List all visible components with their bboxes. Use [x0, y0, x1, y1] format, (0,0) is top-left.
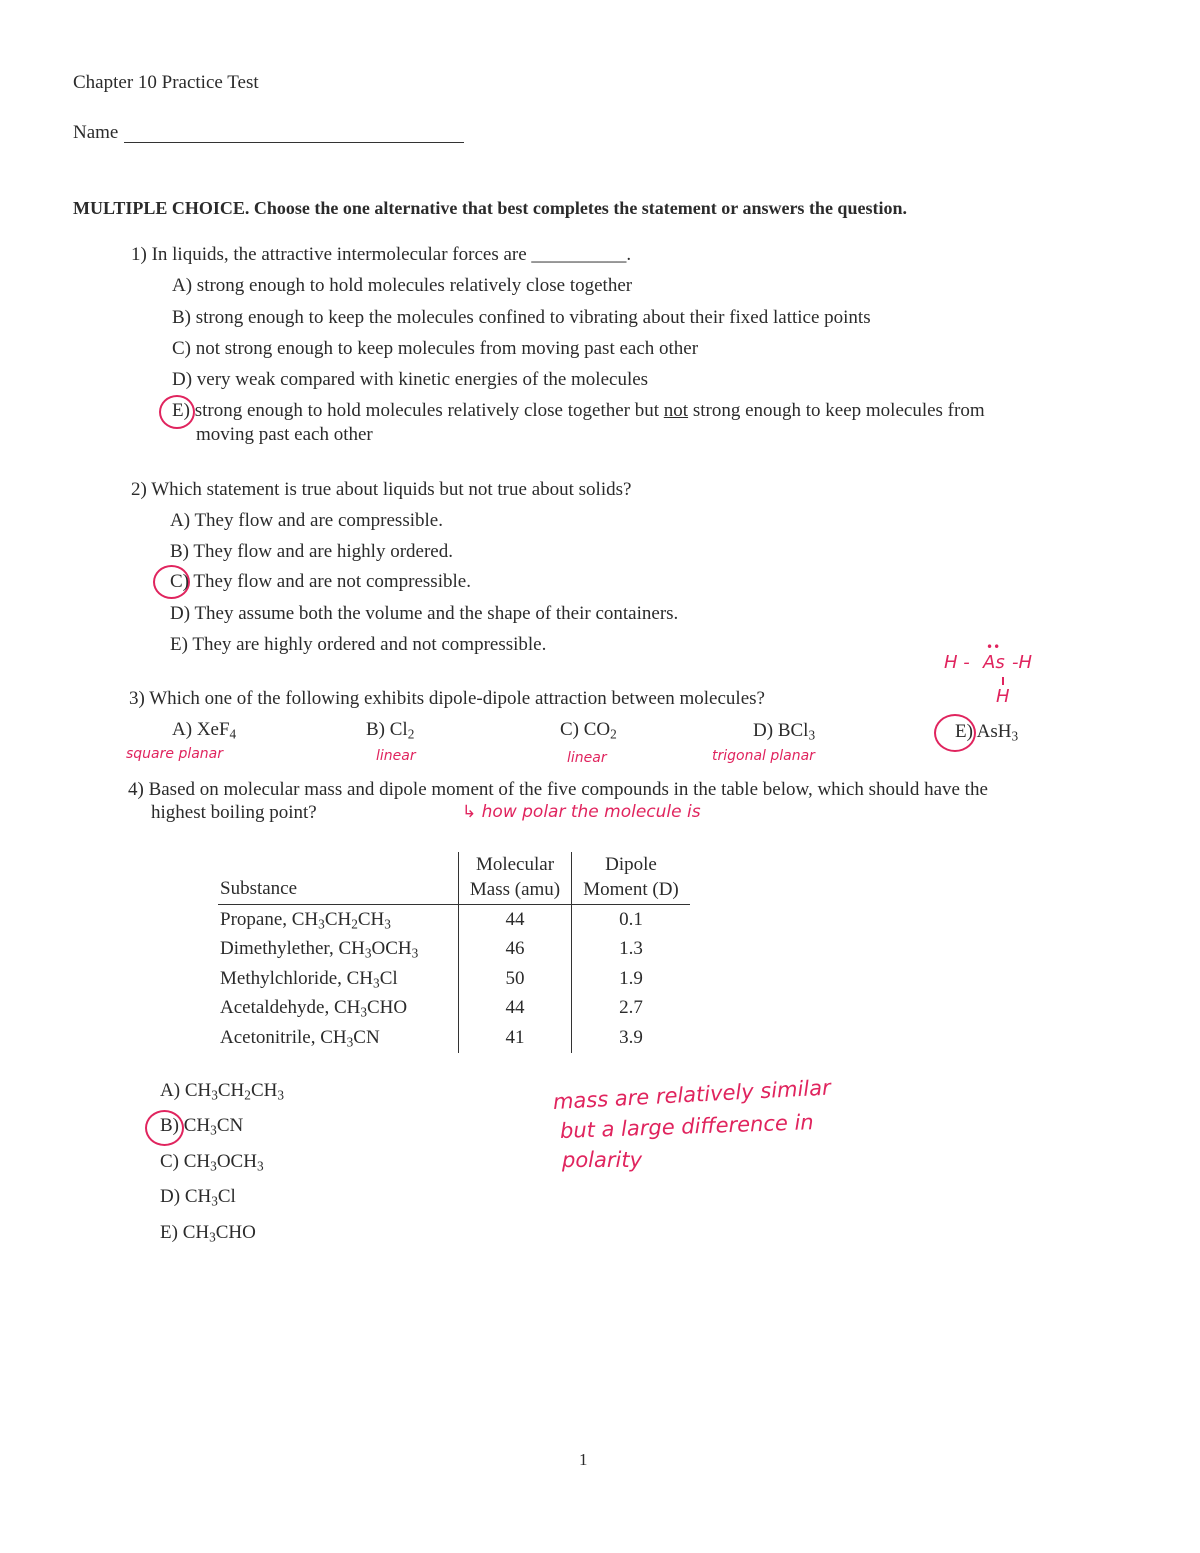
q1-option-e[interactable]	[172, 400, 985, 422]
q3-option-c-formula: CO	[583, 719, 611, 740]
q2-option-c-letter: C)	[170, 571, 189, 592]
cell-dipole: 3.9	[572, 1023, 691, 1053]
cell-mass: 46	[459, 935, 572, 965]
q3-note-b: linear	[376, 748, 416, 764]
q3-option-b[interactable]	[366, 719, 414, 741]
cell-dipole: 0.1	[572, 905, 691, 935]
q3-option-e-letter: E)	[955, 721, 973, 742]
q1-option-e-text2: strong enough to keep molecules from	[692, 400, 985, 421]
header-dipole	[572, 852, 691, 905]
table-row-3	[218, 964, 690, 994]
header-substance: Substance	[220, 878, 298, 899]
instructions-lead: MULTIPLE CHOICE.	[73, 198, 250, 218]
q2-option-a[interactable]: A) They flow and are compressible.	[170, 510, 443, 531]
q3-stem: 3) Which one of the following exhibits dipole-dipole attraction between molecules?	[129, 688, 765, 709]
table-row-1	[218, 905, 690, 935]
header-dipole-line1: Dipole	[605, 854, 657, 875]
q1-option-c[interactable]: C) not strong enough to keep molecules from moving past each other	[172, 338, 699, 359]
header-mass	[459, 852, 572, 905]
name-label: Name	[73, 122, 119, 143]
cell-substance: Propane, $CH_3CH_2CH_3$	[220, 908, 391, 932]
q3-option-a-sub: 4	[229, 726, 237, 742]
q4-option-formula: $CH_3CN$	[183, 1115, 244, 1138]
cell-substance: Acetaldehyde, $CH_3CHO$	[220, 997, 408, 1020]
q4-answer-circle	[145, 1110, 184, 1146]
q3-option-d-letter: D)	[753, 720, 774, 741]
cell-mass: 44	[459, 905, 572, 935]
cell-substance: Methylchloride, $CH_3Cl$	[220, 967, 398, 991]
instructions	[73, 198, 907, 219]
q3-option-d-sub: 3	[808, 727, 816, 743]
q3-option-c[interactable]	[560, 719, 617, 741]
q3-option-e-formula: AsH	[976, 721, 1012, 742]
q3-option-a-formula: XeF	[196, 719, 230, 740]
q3-option-b-formula: Cl	[389, 719, 408, 740]
ash3-structure-bottom: H	[996, 686, 1010, 707]
header-mass-line1: Molecular	[475, 854, 555, 875]
table-row-4	[218, 994, 690, 1024]
cell-mass: 41	[459, 1023, 572, 1053]
instructions-text: Choose the one alternative that best completes the statement or answers the question.	[253, 198, 907, 218]
q4-option-c[interactable]	[160, 1151, 264, 1173]
ash3-structure-left: H -	[944, 652, 970, 673]
table-body	[218, 905, 690, 1053]
q1-option-d[interactable]: D) very weak compared with kinetic energies of the molecules	[172, 369, 649, 390]
q4-option-formula: $CH_3OCH_3$	[183, 1151, 264, 1174]
cell-dipole: 1.9	[572, 964, 691, 994]
q4-option-a[interactable]	[160, 1080, 284, 1102]
cell-dipole: 1.3	[572, 935, 691, 965]
q4-option-e[interactable]	[160, 1222, 256, 1244]
q4-option-letter: E)	[160, 1222, 183, 1243]
q3-option-e-sub: 3	[1011, 728, 1019, 744]
q3-option-b-sub: 2	[407, 726, 415, 742]
q1-stem: 1) In liquids, the attractive intermolecular forces are __________.	[131, 244, 632, 265]
q3-option-a-letter: A)	[172, 719, 193, 740]
table-row-5	[218, 1023, 690, 1053]
q4-option-d[interactable]	[160, 1186, 236, 1208]
q3-option-c-letter: C)	[560, 719, 579, 740]
q4-stem-line2: highest boiling point?	[151, 802, 317, 823]
q4-option-letter: C)	[160, 1151, 184, 1172]
ash3-structure-center: As	[983, 652, 1005, 673]
page-number: 1	[579, 1450, 588, 1469]
cell-mass: 44	[459, 994, 572, 1024]
cell-substance: Dimethylether, $CH_3OCH_3$	[220, 938, 419, 961]
ash3-bond-line	[1002, 677, 1004, 685]
q1-option-b[interactable]: B) strong enough to keep the molecules confined to vibrating about their fixed lattice points	[172, 307, 871, 328]
table-header-row	[218, 852, 690, 905]
q4-option-letter: A)	[160, 1080, 185, 1101]
cell-substance: Acetonitrile, $CH_3CN$	[220, 1026, 380, 1050]
name-field[interactable]	[124, 142, 464, 143]
q4-option-formula: $CH_3Cl$	[184, 1186, 236, 1209]
q2-option-c[interactable]	[170, 571, 471, 593]
q1-option-a[interactable]: A) strong enough to hold molecules relatively close together	[172, 275, 633, 296]
q4-option-formula: $CH_3CH_2CH_3$	[184, 1080, 284, 1103]
cell-mass: 50	[459, 964, 572, 994]
substance-table	[218, 852, 690, 1053]
q2-stem: 2) Which statement is true about liquids but not true about solids?	[131, 479, 632, 500]
header-dipole-line2: Moment (D)	[583, 879, 679, 900]
q3-note-a: square planar	[126, 746, 224, 762]
q1-option-e-line2: moving past each other	[196, 424, 373, 445]
table-row-2	[218, 935, 690, 965]
q3-option-e[interactable]	[955, 721, 1018, 743]
q3-option-c-sub: 2	[610, 726, 617, 742]
q3-option-d[interactable]	[753, 720, 815, 742]
q3-option-d-formula: BCl	[777, 720, 809, 741]
ash3-structure-right: -H	[1012, 652, 1033, 673]
ash3-lone-pair: ••	[986, 640, 1001, 654]
q2-option-b[interactable]: B) They flow and are highly ordered.	[170, 541, 453, 562]
substance-table-grid	[218, 852, 690, 1053]
q3-note-c: linear	[567, 750, 607, 766]
header-mass-line2: Mass (amu)	[469, 879, 561, 900]
handwritten-note-line2: but a large difference in	[559, 1110, 815, 1143]
q1-option-e-not: not	[663, 400, 689, 421]
handwritten-note-line1: mass are relatively similar	[552, 1075, 832, 1114]
q2-option-e[interactable]: E) They are highly ordered and not compressible.	[170, 634, 547, 655]
q4-option-letter: D)	[160, 1186, 185, 1207]
q4-option-formula: $CH_3CHO$	[182, 1222, 256, 1245]
q3-option-a[interactable]	[172, 719, 236, 741]
q1-option-e-text1: strong enough to hold molecules relatively close together but	[194, 400, 660, 421]
page-title: Chapter 10 Practice Test	[73, 72, 259, 93]
q1-option-e-letter: E)	[172, 400, 190, 421]
q3-option-b-letter: B)	[366, 719, 385, 740]
q4-option-letter: B)	[160, 1115, 184, 1136]
q4-stem-line1: 4) Based on molecular mass and dipole moment of the five compounds in the table below, which should have the	[128, 779, 988, 800]
q2-option-c-text: They flow and are not compressible.	[193, 571, 471, 592]
cell-dipole: 2.7	[572, 994, 691, 1024]
q4-polarity-note: ↳ how polar the molecule is	[462, 802, 701, 822]
q3-note-d: trigonal planar	[712, 748, 815, 764]
q2-option-d[interactable]: D) They assume both the volume and the shape of their containers.	[170, 603, 679, 624]
handwritten-note-line3: polarity	[562, 1148, 643, 1172]
